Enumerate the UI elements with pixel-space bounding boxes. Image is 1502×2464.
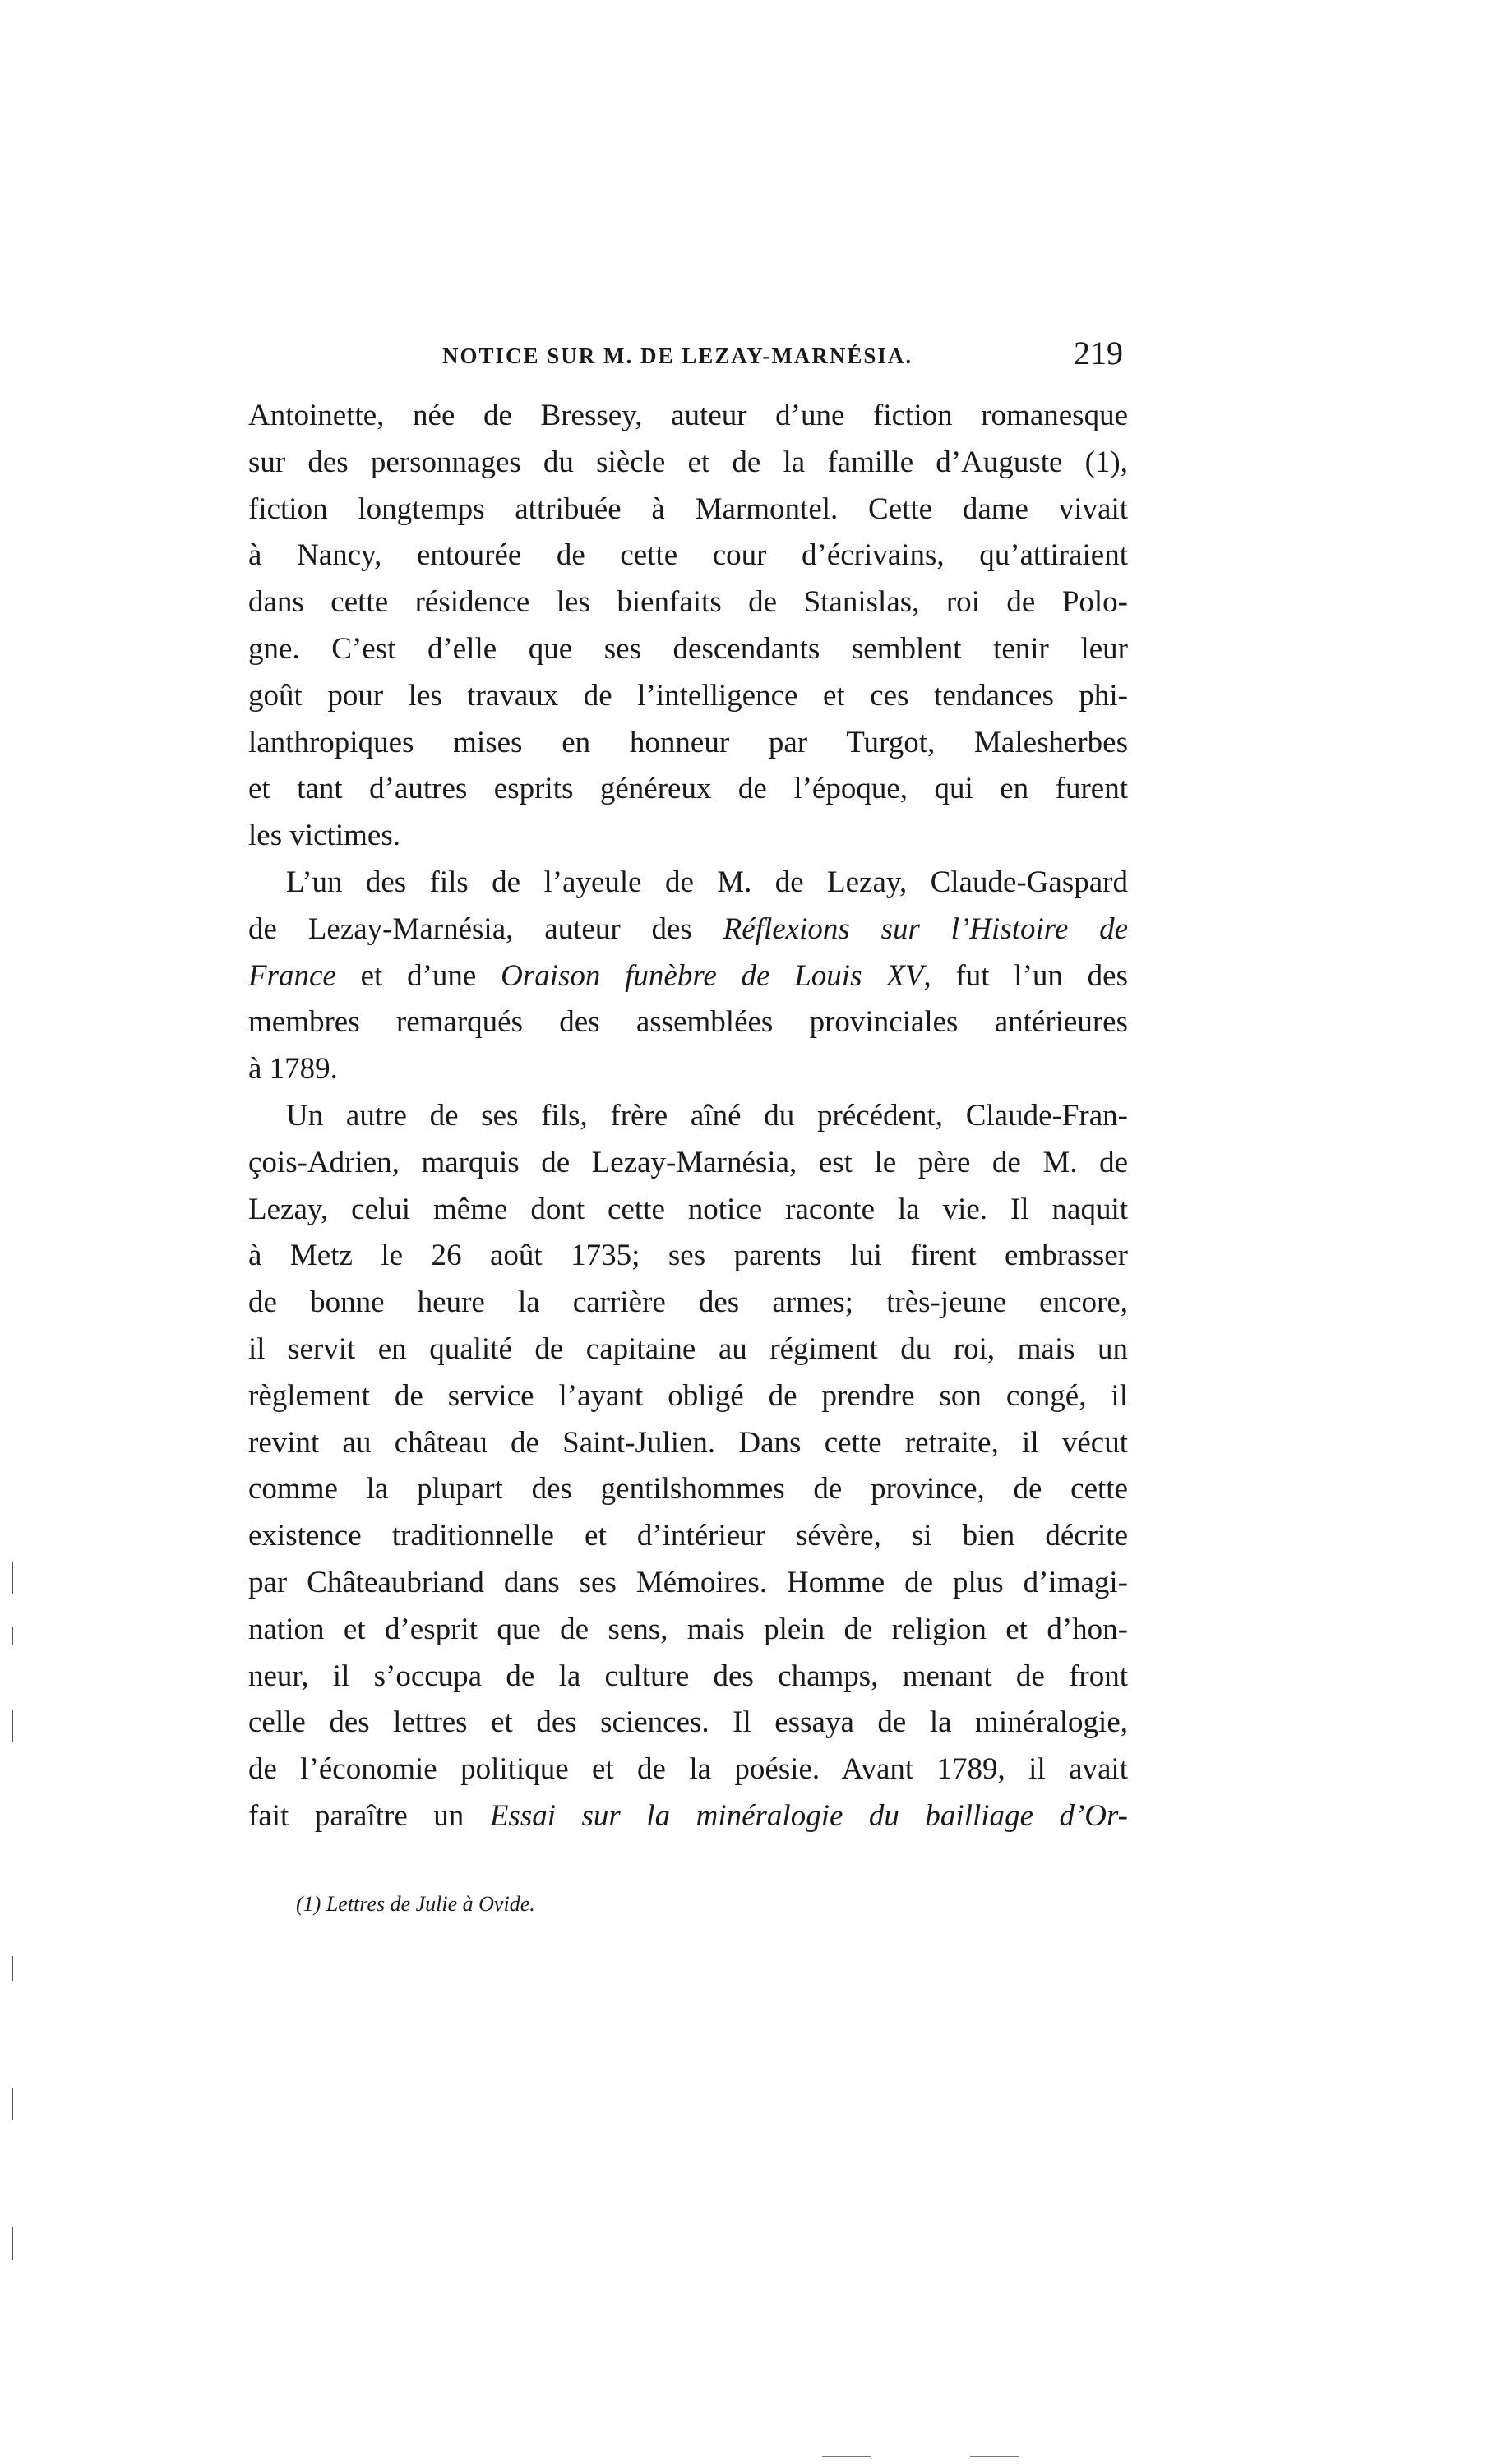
text-segment: de Lezay-Marnésia, auteur des (248, 911, 723, 946)
text-line (248, 1187, 1128, 1234)
text-line (248, 1700, 1128, 1746)
text-segment: revint au château de Saint-Julien. Dans cette retraite, il vécut (248, 1425, 1128, 1460)
text-segment: par Châteaubriand dans ses Mémoires. Homme de plus d’imagi- (248, 1565, 1128, 1599)
body-text (248, 393, 1128, 1840)
margin-mark (12, 1562, 13, 1594)
text-segment: fiction longtemps attribuée à Marmontel. Cette dame vivait (248, 491, 1128, 526)
italic-title: Oraison funèbre de Louis XV (501, 958, 924, 993)
text-segment: goût pour les travaux de l’intelligence et ces tendances phi- (248, 678, 1128, 713)
text-segment: à Nancy, entourée de cette cour d’écrivains, qu’attiraient (248, 538, 1128, 573)
text-segment: lanthropiques mises en honneur par Turgot, Malesherbes (248, 725, 1128, 759)
text-line (248, 1513, 1128, 1560)
text-line (248, 813, 1128, 860)
text-segment: dans cette résidence les bienfaits de Stanislas, roi de Polo- (248, 585, 1128, 620)
footnote-marker: (1) (296, 1892, 321, 1916)
text-line (248, 1373, 1128, 1420)
text-segment: et d’une (335, 958, 501, 993)
text-line (248, 1607, 1128, 1654)
text-segment: neur, il s’occupa de la culture des champs, menant de front (248, 1659, 1128, 1693)
text-segment: comme la plupart des gentilshommes de province, de cette (248, 1472, 1128, 1507)
scan-edge-mark (970, 2456, 1019, 2457)
text-line (248, 953, 1128, 1000)
text-segment: , fut l’un des (923, 958, 1128, 993)
margin-mark (12, 1710, 13, 1742)
text-line (248, 1746, 1128, 1793)
text-segment: existence traditionnelle et d’intérieur sévère, si bien décrite (248, 1519, 1128, 1553)
text-line (248, 1560, 1128, 1607)
text-segment: Antoinette, née de Bressey, auteur d’une fiction romanesque (248, 399, 1128, 432)
italic-title: France (248, 958, 336, 993)
text-line (248, 1046, 1128, 1093)
text-line (248, 720, 1128, 767)
text-segment: membres remarqués des assemblées provinciales antérieures (248, 1005, 1128, 1040)
text-line (248, 1140, 1128, 1187)
text-segment: Lezay, celui même dont cette notice raconte la vie. Il naquit (248, 1192, 1128, 1226)
text-line (248, 579, 1128, 626)
text-line (248, 1793, 1128, 1840)
margin-mark (12, 2227, 13, 2260)
text-segment: sur des personnages du siècle et de la famille d’Auguste (1), (248, 445, 1128, 479)
text-line (248, 1327, 1128, 1373)
text-segment: règlement de service l’ayant obligé de prendre son congé, il (248, 1378, 1128, 1413)
text-line (248, 1654, 1128, 1700)
text-segment: à Metz le 26 août 1735; ses parents lui firent embrasser (248, 1239, 1128, 1273)
margin-mark (12, 1956, 13, 1981)
text-segment: nation et d’esprit que de sens, mais plein de religion et d’hon- (248, 1612, 1128, 1646)
text-segment: fait paraître un (248, 1798, 490, 1833)
text-line (248, 673, 1128, 720)
text-segment: çois-Adrien, marquis de Lezay-Marnésia, est le père de M. de (248, 1145, 1128, 1179)
text-segment: L’un des fils de l’ayeule de M. de Lezay, Claude-Gaspard (286, 865, 1128, 899)
text-line (248, 1093, 1128, 1140)
page-number: 219 (1074, 335, 1123, 371)
text-line (248, 1466, 1128, 1513)
text-segment: et tant d’autres esprits généreux de l’époque, qui en furent (248, 772, 1128, 806)
text-line (248, 533, 1128, 579)
text-segment: à 1789. (248, 1052, 338, 1087)
text-line (248, 907, 1128, 953)
footnote-text: Lettres de Julie à Ovide. (326, 1892, 535, 1916)
text-line (248, 999, 1128, 1046)
text-segment: celle des lettres et des sciences. Il essaya de la minéralogie, (248, 1705, 1128, 1740)
text-line (248, 626, 1128, 673)
text-line (248, 393, 1128, 440)
footnote (296, 1892, 535, 1917)
text-segment: de l’économie politique et de la poésie. Avant 1789, il avait (248, 1752, 1128, 1787)
text-segment: il servit en qualité de capitaine au régiment du roi, mais un (248, 1331, 1128, 1366)
text-line (248, 1233, 1128, 1280)
text-line (248, 1420, 1128, 1467)
text-segment: Un autre de ses fils, frère aîné du précédent, Claude-Fran- (286, 1098, 1128, 1133)
italic-title: Essai sur la minéralogie du bailliage d’Or- (489, 1798, 1128, 1833)
text-segment: gne. C’est d’elle que ses descendants semblent tenir leur (248, 631, 1128, 666)
margin-mark (12, 1627, 13, 1645)
text-line (248, 860, 1128, 907)
text-line (248, 766, 1128, 813)
text-segment: de bonne heure la carrière des armes; très-jeune encore, (248, 1285, 1128, 1320)
margin-mark (12, 2088, 13, 2120)
scan-edge-mark (822, 2456, 871, 2457)
italic-title: Réflexions sur l’Histoire de (723, 911, 1128, 946)
text-segment: les victimes. (248, 819, 400, 853)
running-title: NOTICE SUR M. DE LEZAY-MARNÉSIA. (442, 344, 913, 368)
text-line (248, 440, 1128, 487)
text-line (248, 487, 1128, 533)
text-line (248, 1280, 1128, 1327)
